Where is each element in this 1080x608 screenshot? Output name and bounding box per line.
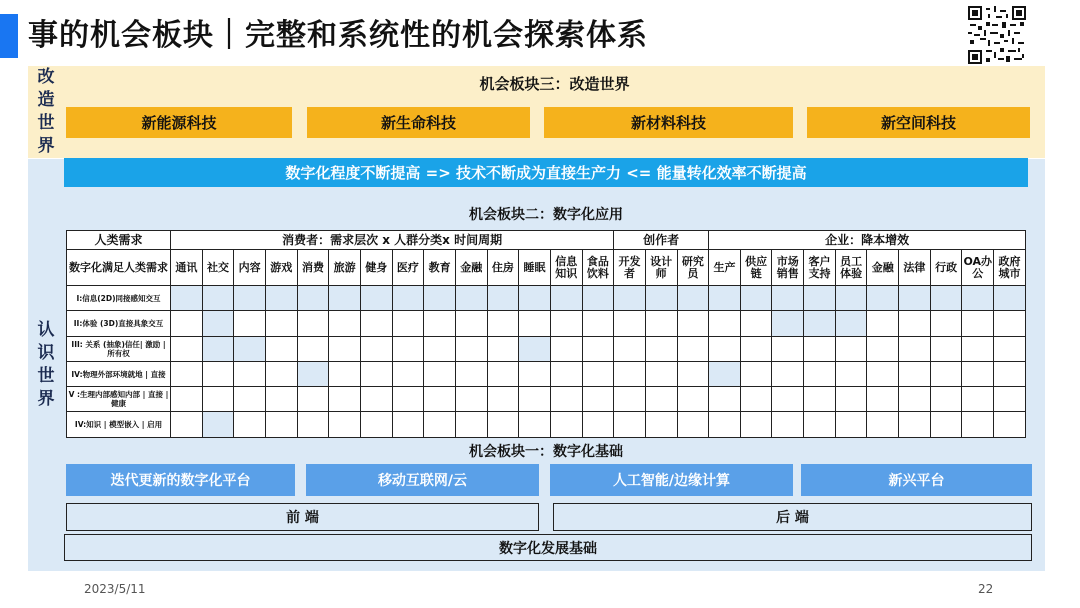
matrix-cell [297,336,329,361]
matrix-cell [392,311,424,336]
matrix-cell [171,286,203,311]
matrix-cell [645,361,677,386]
matrix-column-header: 客户支持 [804,250,836,286]
matrix-cell [709,336,741,361]
matrix-cell [962,361,994,386]
matrix-cell [360,311,392,336]
matrix-cell [709,412,741,437]
matrix-cell [645,412,677,437]
matrix-cell [614,387,646,412]
matrix-cell [329,361,361,386]
matrix-cell [899,412,931,437]
matrix-cell [265,336,297,361]
matrix-cell [519,311,551,336]
matrix-row-label: I:信息(2D)同接感知交互 [67,286,171,311]
matrix-column-header: 住房 [487,250,519,286]
matrix-cell [772,387,804,412]
block3-item-new-energy: 新能源科技 [66,107,292,138]
block3-item-new-material: 新材料科技 [544,107,793,138]
matrix-column-header: 生产 [709,250,741,286]
matrix-cell [265,412,297,437]
matrix-cell [171,361,203,386]
matrix-cell [171,311,203,336]
matrix-cell [202,286,234,311]
matrix-cell [582,387,614,412]
matrix-column-header: 医疗 [392,250,424,286]
matrix-cell [519,361,551,386]
matrix-cell [835,412,867,437]
group-header-consumer: 消费者：需求层次 x 人群分类x 时间周期 [171,231,614,250]
matrix-cell [867,412,899,437]
block1-item-ai-edge: 人工智能/边缘计算 [550,464,793,496]
matrix-column-header: 旅游 [329,250,361,286]
matrix-cell [234,286,266,311]
matrix-row-label: IV:物理外部环境就地 | 直接 [67,361,171,386]
matrix-column-header: 教育 [424,250,456,286]
matrix-cell [234,361,266,386]
matrix-cell [202,336,234,361]
matrix-corner-digital: 数字化满足人类需求 [67,250,171,286]
matrix-cell [392,286,424,311]
matrix-column-header: 金融 [867,250,899,286]
matrix-cell [519,387,551,412]
matrix-column-header: 政府城市 [994,250,1026,286]
page-number: 22 [978,582,994,596]
matrix-cell [360,361,392,386]
matrix-cell [519,412,551,437]
matrix-cell [867,361,899,386]
digital-foundation-box: 数字化发展基础 [64,534,1032,561]
block1-title: 机会板块一：数字化基础 [469,444,623,460]
matrix-cell [804,412,836,437]
matrix-cell [930,311,962,336]
matrix-cell [487,387,519,412]
matrix-cell [867,311,899,336]
matrix-cell [772,311,804,336]
block3-title: 机会板块三：改造世界 [479,75,630,93]
matrix-cell [202,387,234,412]
matrix-cell [455,387,487,412]
matrix-cell [392,387,424,412]
matrix-cell [329,286,361,311]
matrix-cell [772,336,804,361]
matrix-column-header: 游戏 [265,250,297,286]
backend-box: 后 端 [553,503,1032,531]
matrix-row [67,361,1026,386]
matrix-row [67,311,1026,336]
matrix-cell [424,412,456,437]
matrix-cell [329,412,361,437]
matrix-column-header: 供应链 [740,250,772,286]
matrix-cell [202,311,234,336]
matrix-cell [614,336,646,361]
matrix-cell [455,361,487,386]
matrix-cell [930,387,962,412]
matrix-cell [550,311,582,336]
matrix-cell [487,311,519,336]
matrix-column-header: 内容 [234,250,266,286]
matrix-cell [582,311,614,336]
matrix-cell [455,311,487,336]
matrix-cell [835,286,867,311]
matrix-row [67,387,1026,412]
matrix-cell [455,412,487,437]
matrix-row-label: II:体验 (3D)直接具象交互 [67,311,171,336]
matrix-cell [962,311,994,336]
matrix-cell [424,361,456,386]
matrix-column-header: 消费 [297,250,329,286]
matrix-cell [867,286,899,311]
matrix-cell [930,361,962,386]
matrix-cell [582,286,614,311]
matrix-cell [297,286,329,311]
matrix-cell [329,311,361,336]
matrix-cell [740,336,772,361]
matrix-cell [899,286,931,311]
matrix-cell [202,361,234,386]
left-label-transform: 改 造 世 界 [37,67,55,156]
matrix-cell [550,361,582,386]
matrix-cell [360,336,392,361]
matrix-cell [867,387,899,412]
matrix-cell [424,286,456,311]
group-header-enterprise: 企业：降本增效 [709,231,1026,250]
matrix-cell [455,336,487,361]
matrix-cell [455,286,487,311]
matrix-cell [297,311,329,336]
matrix-cell [962,412,994,437]
matrix-cell [930,286,962,311]
block3-item-new-space: 新空间科技 [807,107,1030,138]
matrix-cell [550,412,582,437]
matrix-cell [360,387,392,412]
matrix-cell [424,336,456,361]
digitalization-banner: 数字化程度不断提高 => 技术不断成为直接生产力 <= 能量转化效率不断提高 [64,158,1028,187]
matrix-cell [645,311,677,336]
block1-item-platform: 迭代更新的数字化平台 [66,464,295,496]
matrix-cell [297,361,329,386]
matrix-cell [614,311,646,336]
matrix-cell [392,361,424,386]
matrix-cell [677,361,709,386]
matrix-cell [709,361,741,386]
matrix-cell [772,286,804,311]
matrix-cell [962,286,994,311]
matrix-cell [265,311,297,336]
matrix-cell [487,336,519,361]
matrix-cell [202,412,234,437]
matrix-cell [740,412,772,437]
matrix-cell [171,387,203,412]
matrix-cell [329,387,361,412]
matrix-cell [424,311,456,336]
matrix-cell [550,387,582,412]
matrix-cell [899,311,931,336]
matrix-corner-needs: 人类需求 [67,231,171,250]
matrix-column-header: 金融 [455,250,487,286]
matrix-cell [709,311,741,336]
digital-application-matrix [66,230,1026,438]
matrix-column-header: 食品饮料 [582,250,614,286]
matrix-cell [677,412,709,437]
matrix-row [67,412,1026,437]
matrix-cell [487,412,519,437]
matrix-column-header: 行政 [930,250,962,286]
matrix-cell [487,361,519,386]
matrix-cell [994,336,1026,361]
matrix-cell [582,412,614,437]
matrix-cell [835,336,867,361]
matrix-cell [835,361,867,386]
matrix-cell [804,387,836,412]
matrix-cell [772,361,804,386]
matrix-column-header: 员工体验 [835,250,867,286]
matrix-cell [677,286,709,311]
matrix-cell [487,286,519,311]
matrix-cell [740,361,772,386]
matrix-column-header: OA办公 [962,250,994,286]
matrix-cell [994,412,1026,437]
matrix-cell [360,286,392,311]
matrix-cell [899,361,931,386]
matrix-cell [392,336,424,361]
matrix-cell [329,336,361,361]
matrix-cell [424,387,456,412]
matrix-cell [804,286,836,311]
matrix-cell [614,286,646,311]
matrix-cell [297,387,329,412]
matrix-cell [550,286,582,311]
matrix-cell [519,286,551,311]
matrix-cell [804,336,836,361]
matrix-cell [835,311,867,336]
matrix-row [67,286,1026,311]
matrix-cell [677,387,709,412]
matrix-column-header: 通讯 [171,250,203,286]
matrix-cell [171,412,203,437]
matrix-cell [994,286,1026,311]
matrix-cell [645,286,677,311]
matrix-cell [930,336,962,361]
matrix-cell [297,412,329,437]
matrix-cell [772,412,804,437]
left-label-understand: 认 识 世 界 [37,320,55,409]
matrix-cell [962,336,994,361]
block3-item-new-life: 新生命科技 [307,107,530,138]
block1-item-mobile-cloud: 移动互联网/云 [306,464,539,496]
matrix-cell [740,311,772,336]
matrix-cell [899,336,931,361]
matrix-cell [709,286,741,311]
matrix-cell [677,336,709,361]
matrix-cell [835,387,867,412]
matrix-cell [740,286,772,311]
matrix-cell [265,361,297,386]
matrix-cell [994,387,1026,412]
block2-title: 机会板块二：数字化应用 [469,207,623,223]
matrix-cell [867,336,899,361]
matrix-column-header: 健身 [360,250,392,286]
matrix-cell [234,311,266,336]
matrix-cell [709,387,741,412]
matrix-cell [614,361,646,386]
matrix-cell [645,387,677,412]
matrix-column-header: 法律 [899,250,931,286]
matrix-cell [265,286,297,311]
matrix-cell [265,387,297,412]
matrix-cell [899,387,931,412]
matrix-cell [550,336,582,361]
title-accent-bar [0,14,18,58]
matrix-cell [962,387,994,412]
matrix-cell [171,336,203,361]
matrix-cell [677,311,709,336]
matrix-cell [360,412,392,437]
matrix-column-header: 研究员 [677,250,709,286]
matrix-cell [930,412,962,437]
matrix-cell [804,361,836,386]
matrix-row-label: III: 关系 (抽象)信任| 激励 | 所有权 [67,336,171,361]
qr-code-icon [968,6,1026,64]
matrix-column-header: 信息知识 [550,250,582,286]
matrix-row-label: V :生理内部感知内部 | 直接 | 健康 [67,387,171,412]
matrix-column-header: 社交 [202,250,234,286]
matrix-column-header: 设计师 [645,250,677,286]
matrix-cell [234,412,266,437]
matrix-column-header: 市场销售 [772,250,804,286]
frontend-box: 前 端 [66,503,539,531]
matrix-cell [614,412,646,437]
footer-date: 2023/5/11 [84,582,146,596]
matrix-cell [582,336,614,361]
matrix-cell [234,387,266,412]
matrix-cell [645,336,677,361]
matrix-cell [392,412,424,437]
matrix-cell [740,387,772,412]
matrix-row-label: IV:知识 | 模型嵌入 | 启用 [67,412,171,437]
page-title: 事的机会板块｜完整和系统性的机会探索体系 [28,18,648,53]
matrix-cell [519,336,551,361]
group-header-creator: 创作者 [614,231,709,250]
matrix-row [67,336,1026,361]
matrix-column-header: 睡眠 [519,250,551,286]
matrix-cell [994,361,1026,386]
block1-item-emerging: 新兴平台 [801,464,1032,496]
matrix-cell [994,311,1026,336]
matrix-cell [582,361,614,386]
matrix-column-header: 开发者 [614,250,646,286]
matrix-cell [234,336,266,361]
matrix-cell [804,311,836,336]
